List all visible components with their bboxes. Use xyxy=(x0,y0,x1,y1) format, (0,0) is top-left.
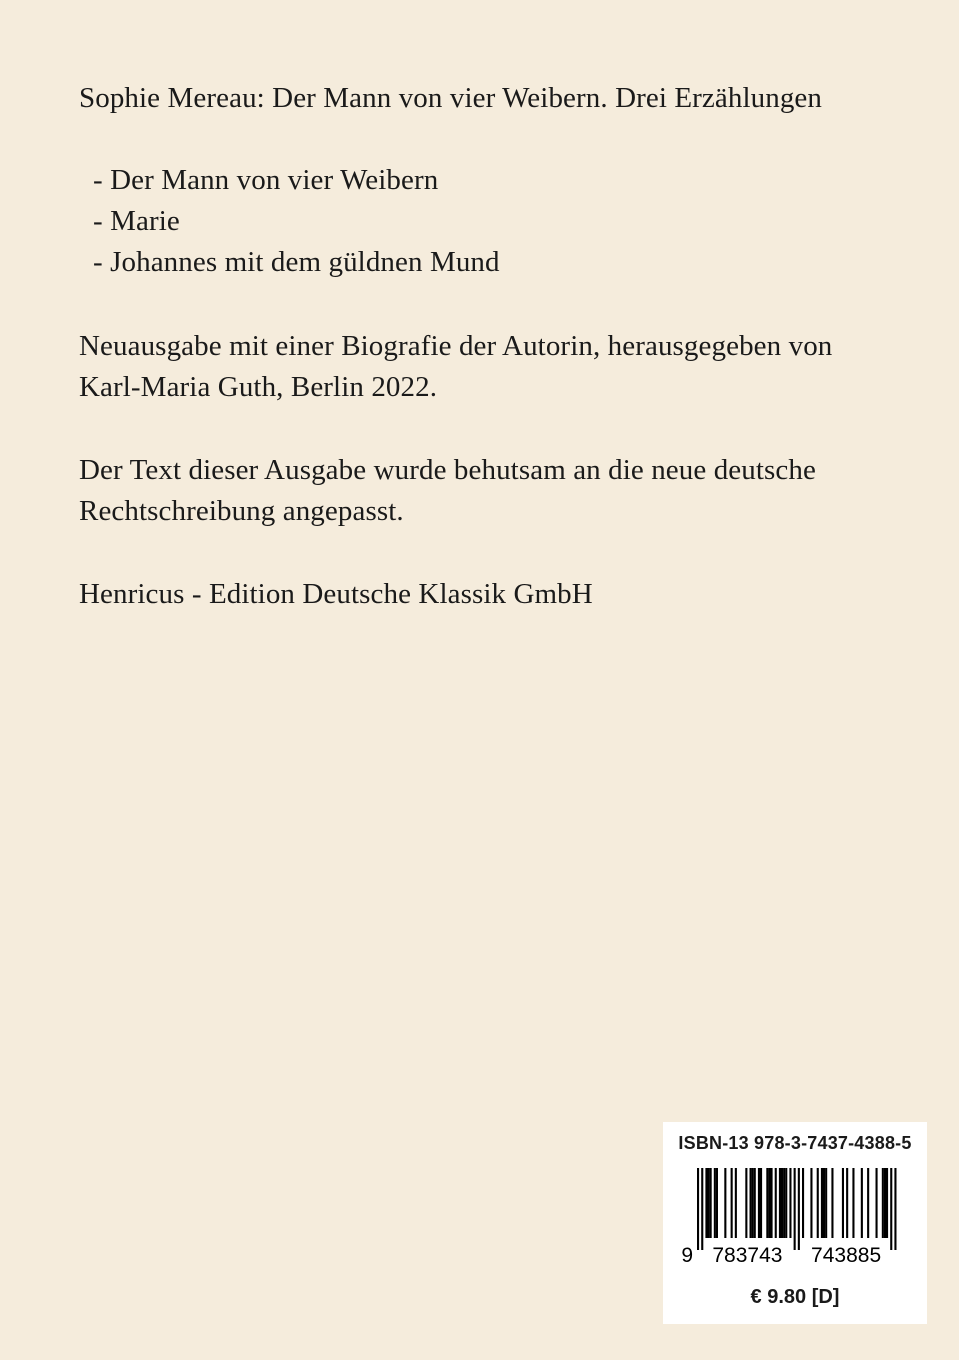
barcode-bar xyxy=(852,1168,854,1238)
barcode-digits-right: 743885 xyxy=(811,1244,882,1267)
barcode-bar xyxy=(821,1168,823,1238)
story-item: - Marie xyxy=(93,205,180,237)
barcode-bar xyxy=(779,1168,781,1238)
barcode-bar xyxy=(710,1168,712,1238)
barcode-bar xyxy=(785,1168,787,1238)
barcode-bar xyxy=(789,1168,791,1238)
barcode-bar xyxy=(714,1168,716,1238)
barcode-bar xyxy=(861,1168,863,1238)
barcode-guard-bar xyxy=(894,1168,896,1250)
barcode-bar xyxy=(768,1168,770,1238)
barcode-bar xyxy=(802,1168,804,1238)
story-list xyxy=(79,160,899,283)
publisher-name: Henricus - Edition Deutsche Klassik GmbH xyxy=(79,578,593,610)
barcode-bar xyxy=(705,1168,707,1238)
barcode-bar xyxy=(716,1168,718,1238)
ean13-barcode xyxy=(681,1168,909,1278)
barcode-bar xyxy=(810,1168,812,1238)
barcode-digits-left: 783743 xyxy=(712,1244,783,1267)
isbn-label: ISBN-13 978-3-7437-4388-5 xyxy=(678,1133,912,1153)
spelling-note: Der Text dieser Ausgabe wurde behutsam an die neue deutsche Rechtschreibung angepasst. xyxy=(79,454,816,527)
barcode-box xyxy=(663,1122,927,1324)
barcode-bar xyxy=(708,1168,710,1238)
barcode-bar xyxy=(724,1168,726,1238)
barcode-bar xyxy=(752,1168,754,1238)
barcode-bar xyxy=(771,1168,773,1238)
barcode-guard-bar xyxy=(794,1168,796,1250)
barcode-bar xyxy=(775,1168,777,1238)
barcode-bar xyxy=(886,1168,888,1238)
barcode-bar xyxy=(884,1168,886,1238)
barcode-bar xyxy=(876,1168,878,1238)
barcode-bar xyxy=(758,1168,760,1238)
price-label: € 9.80 [D] xyxy=(750,1286,840,1308)
barcode-guard-bar xyxy=(798,1168,800,1250)
barcode-bar xyxy=(766,1168,768,1238)
barcode-bar xyxy=(817,1168,819,1238)
barcode-bar xyxy=(825,1168,827,1238)
barcode-bar xyxy=(882,1168,884,1238)
barcode-bar xyxy=(754,1168,756,1238)
barcode-guard-bar xyxy=(701,1168,703,1250)
barcode-guard-bar xyxy=(890,1168,892,1250)
barcode-bar xyxy=(781,1168,783,1238)
barcode-bar xyxy=(731,1168,733,1238)
edition-note: Neuausgabe mit einer Biografie der Autorin, herausgegeben von Karl-Maria Guth, Berlin 2022. xyxy=(79,330,833,403)
barcode-bar xyxy=(783,1168,785,1238)
barcode-bar xyxy=(842,1168,844,1238)
barcode-bar xyxy=(735,1168,737,1238)
barcode-bar xyxy=(760,1168,762,1238)
book-title: Sophie Mereau: Der Mann von vier Weibern. Drei Erzählungen xyxy=(79,82,822,114)
story-item: - Johannes mit dem güldnen Mund xyxy=(93,246,500,278)
barcode-bar xyxy=(846,1168,848,1238)
barcode-bar xyxy=(823,1168,825,1238)
barcode-bar xyxy=(750,1168,752,1238)
barcode-bar xyxy=(867,1168,869,1238)
story-item: - Der Mann von vier Weibern xyxy=(93,164,439,196)
barcode-bar xyxy=(745,1168,747,1238)
barcode-digit-first: 9 xyxy=(681,1244,693,1267)
barcode-guard-bar xyxy=(697,1168,699,1250)
barcode-bar xyxy=(831,1168,833,1238)
